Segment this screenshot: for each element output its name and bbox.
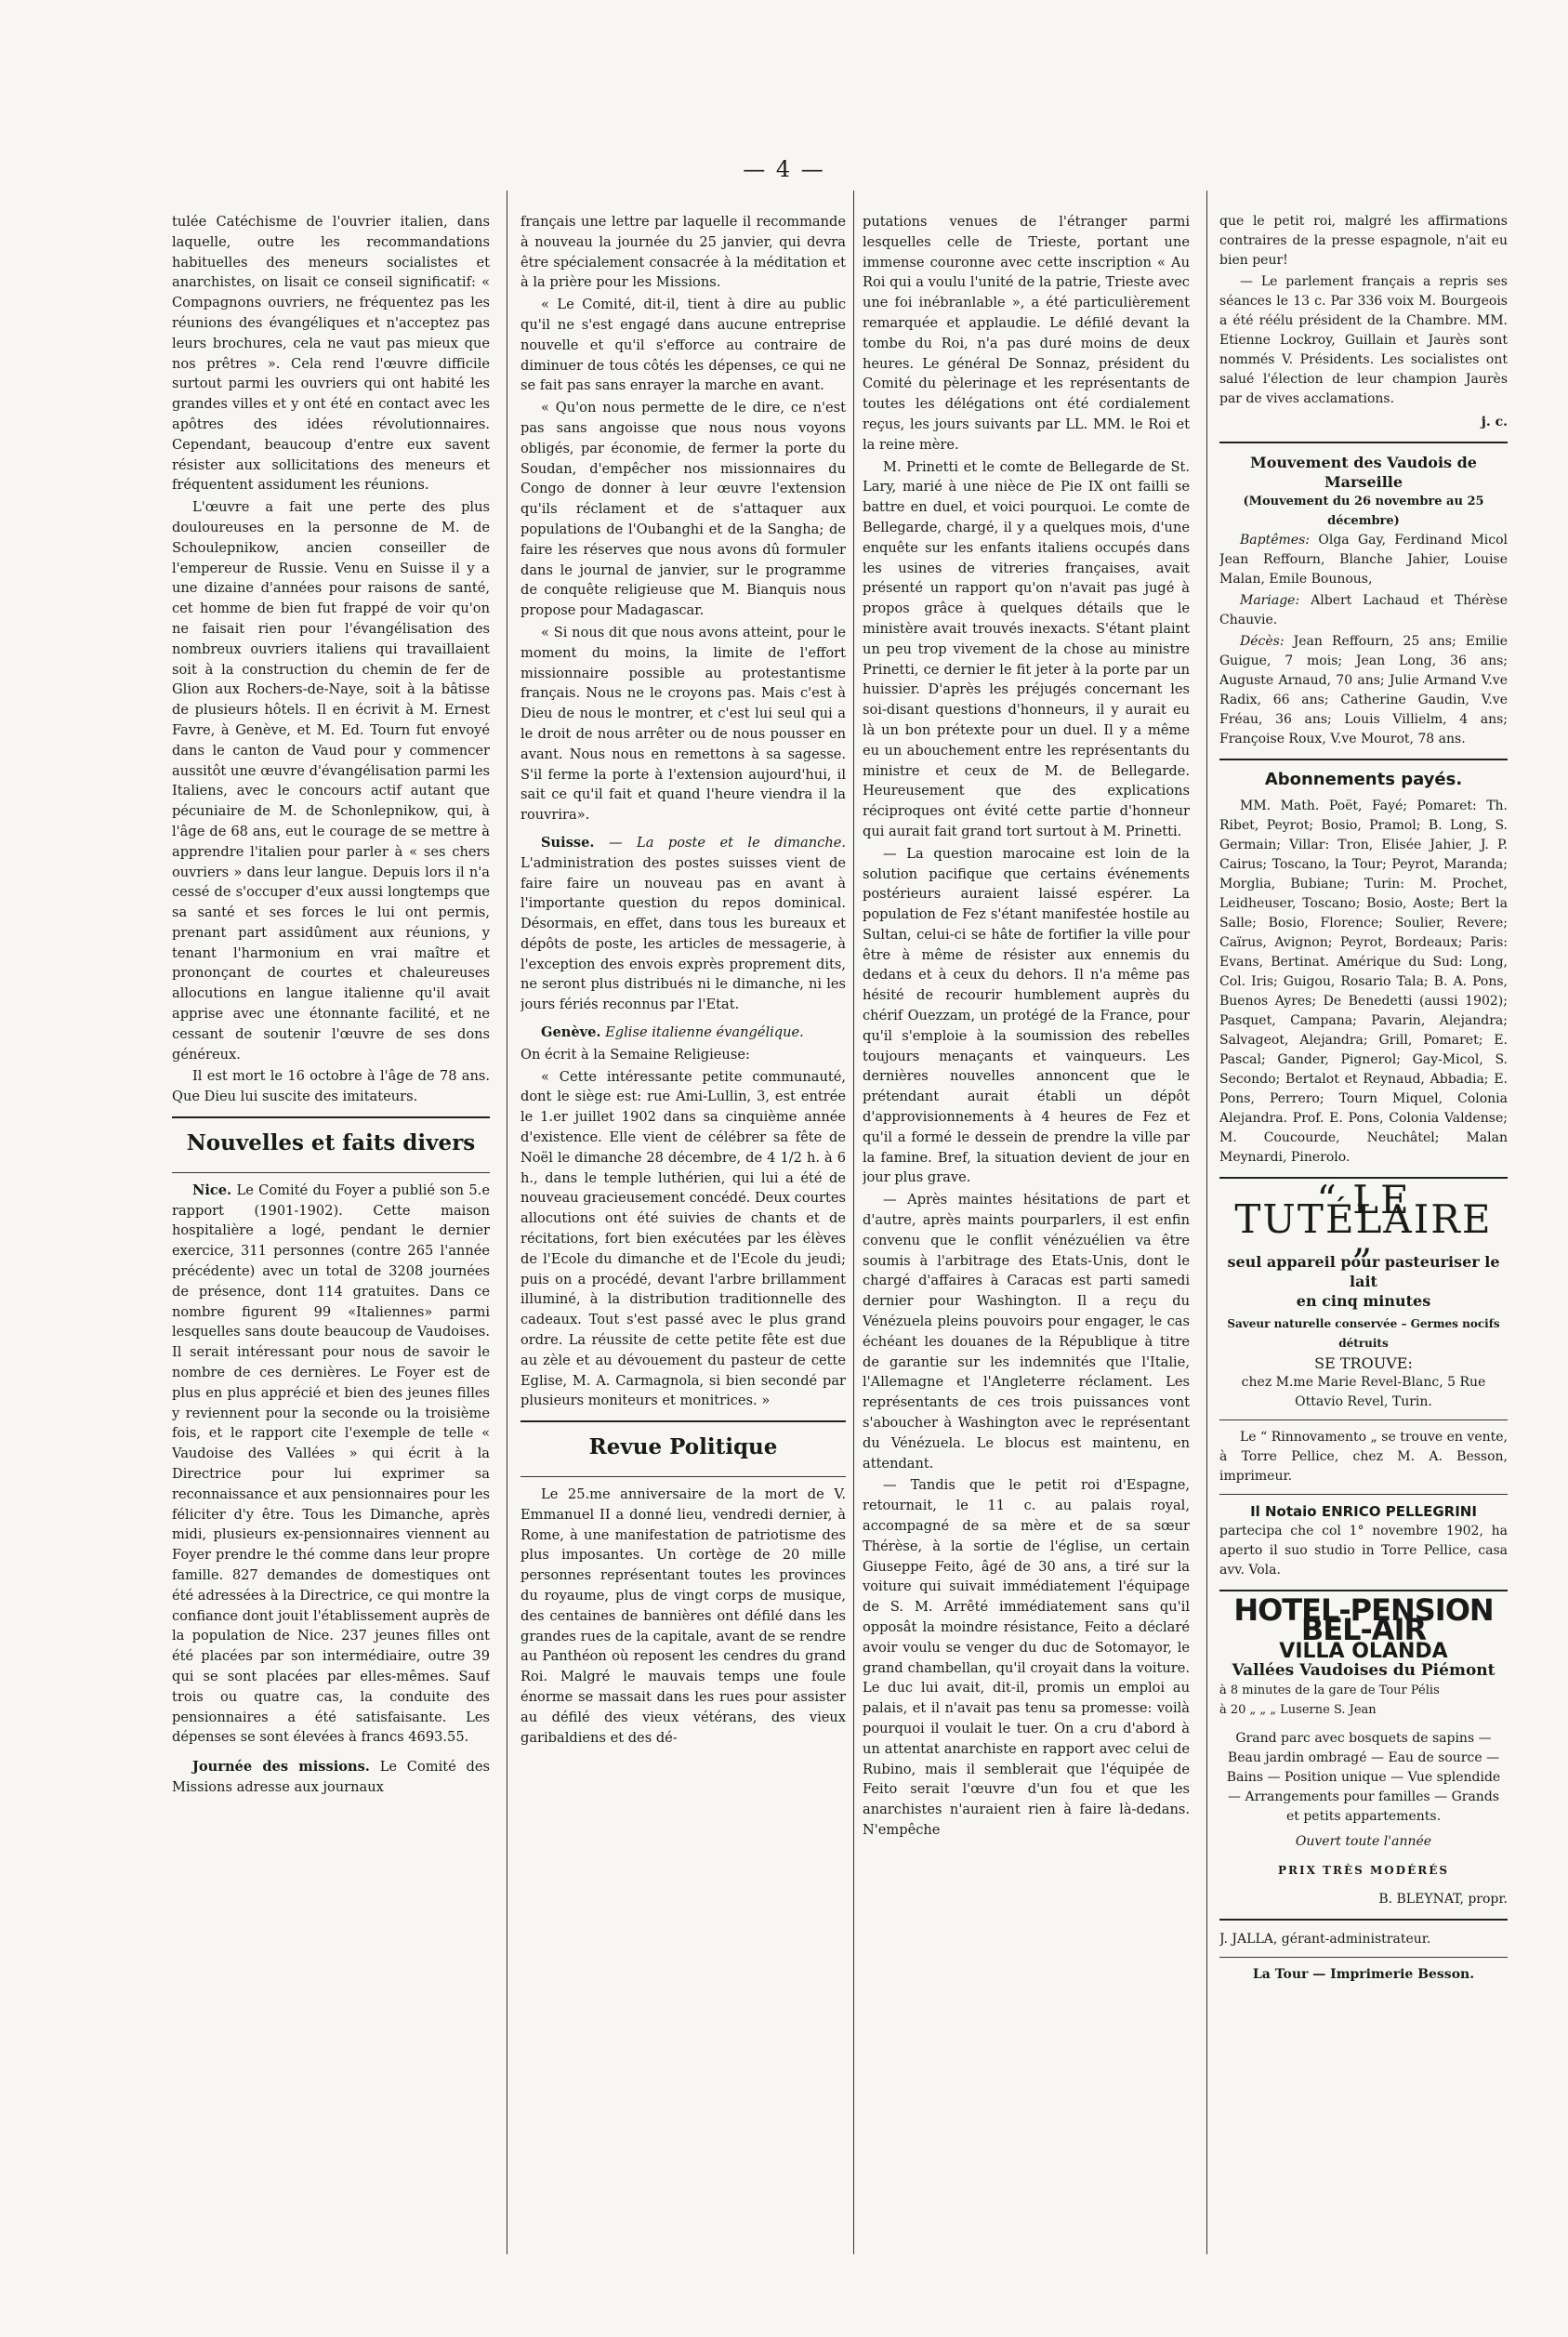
- ad-villa: VILLA OLANDA: [1279, 1640, 1448, 1663]
- article-paragraph: L'administration des postes suisses vient de faire faire un nouveau pas en avant à l'importante question du repos dominical. Désormais, en effet, dans tous les bureaux et dépôts de poste, les articles de messagerie, à l'exception des envois exprès proprement dits, ne seront plus distribués ni le dimanche, ni les jours fériés reconnus par l'Etat.: [520, 854, 846, 1013]
- ad-valle: Vallées Vaudoises du Piémont: [1232, 1661, 1496, 1680]
- gerant-line: J. JALLA, gérant-administrateur.: [1219, 1932, 1431, 1947]
- section-divider: [520, 1420, 846, 1422]
- section-divider: [1219, 759, 1508, 760]
- ad-distance: à 20 „ „ „ Luserne S. Jean: [1219, 1703, 1377, 1717]
- label-mariage: Mariage:: [1240, 593, 1300, 608]
- list-text: Albert Lachaud et Thérèse Chauvie.: [1219, 593, 1508, 627]
- ad-ouvert: Ouvert toute l'année: [1295, 1834, 1432, 1849]
- article-subtitle: Eglise italienne évangélique.: [605, 1024, 804, 1041]
- column-rule-2: [853, 191, 854, 2254]
- ad-title-hotel: HOTEL-PENSION BEL-AIR: [1233, 1592, 1494, 1647]
- dateline-journee: Journée des missions.: [192, 1759, 370, 1776]
- section-subtitle: (Mouvement du 26 novembre au 25 décembre): [1243, 495, 1484, 528]
- column-2: [520, 212, 846, 2238]
- dateline-geneve: Genève.: [541, 1024, 601, 1041]
- label-baptemes: Baptêmes:: [1240, 533, 1310, 548]
- section-divider: [1219, 1494, 1508, 1495]
- article-paragraph: — Le parlement français a repris ses séances le 13 c. Par 336 voix M. Bourgeois a été réélu président de la Chambre. MM. Etienne Lockroy, Guillain et Jaurès sont nommés V. Présidents. Les socialistes ont salué l'élection de leur champion Jaurès par de vives acclamations.: [1219, 274, 1508, 406]
- section-title-revue: Revue Politique: [588, 1434, 778, 1460]
- dateline-suisse: Suisse.: [541, 834, 595, 851]
- section-divider: [1219, 442, 1508, 443]
- article-paragraph: que le petit roi, malgré les affirmations contraires de la presse espagnole, n'ait eu bien peur!: [1219, 214, 1508, 268]
- ad-proprietor: B. BLEYNAT, propr.: [1378, 1892, 1508, 1907]
- article-paragraph: — La question marocaine est loin de la solution pacifique que certains événements postérieurs auraient laissé espérer. La population de Fez s'étant manifestée hostile au Sultan, celui-ci se hâte de fortifier la ville pour être à même de résister aux ennemis du dedans et à ceux du dehors. Il n'a même pas hésité de recourir humblement auprès du chérif Ouezzam, un protégé de la France, pour qu'il s'emploie à la soumission des rebelles toujours menaçants et vainqueurs. Les dernières nouvelles annoncent que le prétendant aurait établi un dépôt d'approvisionnements à 4 heures de Fez et qu'il a formé le dessein de prendre la ville par la famine. Bref, la situation devient de jour en jour plus grave.: [863, 845, 1190, 1186]
- article-paragraph: « Qu'on nous permette de le dire, ce n'est pas sans angoisse que nous nous voyons obligés, par économie, de fermer la porte du Soudan, d'empêcher nos missionnaires du Congo de donner à leur œuvre l'extension qu'ils réclament et de s'attaquer aux populations de l'Oubanghi et de la Sangha; de faire les réserves que nous avons dû formuler dans le journal de janvier, sur le programme de conquête religieuse que M. Bianquis nous propose pour Madagascar.: [520, 400, 846, 619]
- article-paragraph: On écrit à la Semaine Religieuse:: [520, 1046, 750, 1063]
- article-paragraph: — Tandis que le petit roi d'Espagne, retournait, le 11 c. au palais royal, accompagné de sa mère et de sa sœur Thérèse, à la sortie de l'église, un certain Giuseppe Feito, âgé de 30 ans, a tiré sur la voiture qui suivait immédiatement l'équipage de S. M. Arrêté immédiatement sans qu'il opposât la moindre résistance, Feito a déclaré avoir voulu se venger du duc de Sotomayor, le grand chambellan, qu'il croyait dans la voiture. Le duc lui avait, dit-il, promis un emploi au palais, et il n'avait pas tenu sa promesse: voilà pourquoi il voulait le tuer. On a cru d'abord à un attentat anarchiste en rapport avec celui de Rubino, mais il semblerait que l'équipée de Feito serait l'œuvre d'un fou et que les anarchistes n'auraient rien à faire là-dedans. N'empêche: [863, 1477, 1190, 1838]
- ad-prix: PRIX TRÈS MODÉRÉS: [1277, 1864, 1450, 1877]
- column-3: [863, 212, 1190, 2238]
- ad-distance: à 8 minutes de la gare de Tour Pélis: [1219, 1683, 1440, 1697]
- ad-line: chez M.me Marie Revel-Blanc, 5 Rue Ottavio Revel, Turin.: [1241, 1375, 1486, 1409]
- article-paragraph: tulée Catéchisme de l'ouvrier italien, dans laquelle, outre les recommandations habituelles des meneurs socialistes et anarchistes, on lisait ce conseil significatif: « Compagnons ouvriers, ne fréquentez pas les réunions des évangéliques et n'acceptez pas leurs brochures, cela ne vaut pas mieux que nos prêtres ». Cela rend l'œuvre difficile surtout parmi les ouvriers qui ont habité les grandes villes et y ont été en contact avec les apôtres des idées révolutionnaires. Cependant, beaucoup d'entre eux savent résister aux sollicitations des meneurs et fréquentent assidument les réunions.: [172, 214, 490, 494]
- author-signature: j. c.: [1481, 415, 1508, 429]
- article-paragraph: Le 25.me anniversaire de la mort de V. Emmanuel II a donné lieu, vendredi dernier, à Rome, à une manifestation de patriotisme des plus imposantes. Un cortège de 20 mille personnes représentant toutes les provinces du royaume, plus de vingt corps de musique, des centaines de bannières ont défilé dans les grandes rues de la capitale, avant de se rendre au Panthéon où reposent les cendres du grand Roi. Malgré le mauvais temps une foule énorme se massait dans les rues pour assister au défilé des vieux vétérans, des vieux garibaldiens et des dé-: [520, 1486, 846, 1746]
- column-rule-3: [1206, 191, 1207, 2254]
- ad-title-tutelaire: “ LE TUTÉLAIRE „: [1234, 1177, 1493, 1261]
- section-title-abonnements: Abonnements payés.: [1264, 770, 1463, 789]
- section-title-nouvelles: Nouvelles et faits divers: [186, 1130, 476, 1156]
- ad-line: seul appareil pour pasteuriser le lait: [1227, 1253, 1500, 1290]
- section-divider: [172, 1116, 490, 1118]
- article-paragraph: « Cette intéressante petite communauté, dont le siège est: rue Ami-Lullin, 3, est entrée le 1.er juillet 1902 dans sa cinquième année d'existence. Elle vient de célébrer sa fête de Noël le dimanche 28 décembre, de 4 1/2 h. à 6 h., dans le temple luthérien, qui lui a été de nouveau gracieusement concédé. Deux courtes allocutions ont été suivies de chants et de récitations, fort bien exécutées par les élèves de l'Ecole du dimanche et de l'Ecole du jeudi; puis on a procédé, devant l'arbre brillamment illuminé, à la distribution traditionnelle des cadeaux. Tout s'est passé avec le plus grand ordre. La réussite de cette petite fête est due au zèle et au dévouement du pasteur de cette Eglise, M. A. Carmagnola, si bien secondé par plusieurs moniteurs et monitrices. »: [520, 1068, 846, 1409]
- dateline-nice: Nice.: [192, 1182, 232, 1198]
- article-paragraph: « Si nous dit que nous avons atteint, pour le moment du moins, la limite de l'effort missionnaire possible au protestantisme français. Nous ne le croyons pas. Mais c'est à Dieu de nous le montrer, et c'est lui seul qui a le droit de nous arrêter ou de nous pousser en avant. Nous nous en remettons à sa sagesse. S'il ferme la porte à l'extension aujourd'hui, il sait ce qu'il fait et quand l'heure viendra il la rouvrira».: [520, 624, 846, 824]
- ad-line: SE TROUVE:: [1314, 1354, 1413, 1372]
- list-text: MM. Math. Poët, Fayé; Pomaret: Th. Ribet, Peyrot; Bosio, Pramol; B. Long, S. Germain; Villar: Tron, Elisée Jahier, J. P. Cairus; Toscano, la Tour; Peyrot, Maranda; Morglia, Bubiane; Turin: M. Prochet, Leidheuser, Toscano; Bosio, Aoste; Bert la Salle; Bosio, Florence; Soulier, Revere; Caïrus, Avignon; Peyrot, Bordeaux; Paris: Evans, Bertinat. Amérique du Sud: Long, Col. Iris; Guigou, Rosario Tala; B. A. Pons, Buenos Ayres; De Benedetti (aussi 1902); Pasquet, Campana; Pavarin, Alejandra; Salvageot, Alejandra; Grill, Pomaret; E. Pascal; Gander, Pignerol; Gay-Micol, S. Secondo; Bertalot et Reynaud, Abbadia; E. Pons, Perrero; Tourn Miquel, Colonia Alejandra. Prof. E. Pons, Colonia Valdense; M. Coucourde, Neuchâtel; Malan Meynardi, Pinerolo.: [1219, 799, 1508, 1165]
- list-text: Olga Gay, Ferdinand Micol Jean Reffourn, Blanche Jahier, Louise Malan, Emile Bounous,: [1219, 533, 1508, 587]
- article-paragraph: M. Prinetti et le comte de Bellegarde de St. Lary, marié à une nièce de Pie IX ont failli se battre en duel, et voici pourquoi. Le comte de Bellegarde, chargé, il y a quelques mois, d'une enquête sur les enfants italiens occupés dans les usines de vitreries françaises, avait présenté un rapport qu'on n'avait pas jugé à propos grâce à quelques détails que le ministère avait trouvés inexacts. S'étant plaint un peu trop vivement de la chose au ministre Prinetti, ce dernier le fit jeter à la porte par un huissier. D'après les préjugés concernant les soi-disant questions d'honneurs, il y aurait eu là un bon prétexte pour un duel. Il y a même eu un abouchement entre les représentants du ministre et ceux de M. de Bellegarde. Heureusement que des explications réciproques ont évité cette partie d'honneur qui aurait fait grand tort surtout à M. Prinetti.: [863, 458, 1190, 839]
- column-1: [172, 212, 490, 2238]
- page-number: — 4 —: [743, 156, 825, 182]
- article-paragraph: Il est mort le 16 octobre à l'âge de 78 ans. Que Dieu lui suscite des imitateurs.: [172, 1068, 490, 1105]
- list-text: Jean Reffourn, 25 ans; Emilie Guigue, 7 mois; Jean Long, 36 ans; Auguste Arnaud, 70 ans; Julie Armand V.ve Radix, 66 ans; Catherine Gaudin, V.ve Fréau, 36 ans; Louis Villielm, 4 ans; Françoise Roux, V.ve Mourot, 78 ans.: [1219, 634, 1508, 746]
- section-divider: [1219, 1957, 1508, 1958]
- printer-line: La Tour — Imprimerie Besson.: [1252, 1967, 1475, 1982]
- ad-hotel-text: Grand parc avec bosquets de sapins — Beau jardin ombragé — Eau de source — Bains — Position unique — Vue splendide — Arrangements pour familles — Grands et petits appartements.: [1226, 1731, 1501, 1824]
- ad-title-notaio: Il Notaio ENRICO PELLEGRINI: [1250, 1503, 1477, 1520]
- column-4: [1219, 212, 1508, 2238]
- ad-line: Saveur naturelle conservée – Germes nocifs détruits: [1227, 1317, 1500, 1350]
- article-paragraph: « Le Comité, dit-il, tient à dire au public qu'il ne s'est engagé dans aucune entreprise nouvelle et qu'il s'efforce au contraire de diminuer de tous côtés les dépenses, ce qui ne se fait pas sans enrayer la marche en avant.: [520, 297, 846, 394]
- article-paragraph: L'œuvre a fait une perte des plus douloureuses en la personne de M. de Schoulepnikow, ancien conseiller de l'empereur de Russie. Venu en Suisse il y a une dizaine d'années pour raisons de santé, cet homme de bien fut frappé de voir qu'on ne faisait rien pour l'évangélisation des nombreux ouvriers italiens qui travaillaient soit à la construction du chemin de fer de Glion aux Rochers-de-Naye, soit à la bâtisse de plusieurs hôtels. Il en écrivit à M. Ernest Favre, à Genève, et M. Ed. Tourn fut envoyé dans le canton de Vaud pour y commencer aussitôt une œuvre d'évangélisation parmi les Italiens, avec le concours actif autant que pécuniaire de M. de Schonlepnikow, qui, à l'âge de 68 ans, eut le courage de se mettre à apprendre l'italien pour parler à « ses chers ouvriers » dans leur langue. Depuis lors il n'a cessé de s'occuper d'eux aussi longtemps que sa santé et ses forces le lui ont permis, prenant part assidûment aux réunions, y tenant l'harmonium en vrai maître et prononçant de courtes et chaleureuses allocutions en langue italienne qu'il avait apprise avec une étonnante facilité, et ne cessant de soutenir l'œuvre de ses dons généreux.: [172, 499, 490, 1063]
- article-paragraph: Le Comité du Foyer a publié son 5.e rapport (1901-1902). Cette maison hospitalière a logé, pendant le dernier exercice, 311 personnes (contre 265 l'année précédente) avec un total de 3208 journées de présence, dont 114 gratuites. Dans ce nombre figurent 99 «Italiennes» parmi lesquelles sans doute beaucoup de Vaudoises. Il serait intéressant pour nous de savoir le nombre de ces dernières. Le Foyer est de plus en plus apprécié et bien des jeunes filles y reviennent pour la seconde ou la troisième fois, et le rapport cite l'exemple de telle « Vaudoise des Vallées » qui écrit à la Directrice pour lui exprimer sa reconnaissance et aux pensionnaires pour les féliciter d'y être. Tous les Dimanche, après midi, plusieurs ex-pensionnaires viennent au Foyer prendre le thé comme dans leur propre famille. 827 demandes de domestiques ont été adressées à la Directrice, ce qui montre la confiance dont jouit l'établissement auprès de la population de Nice. 237 jeunes filles ont été placées par son intermédiaire, outre 39 qui se sont placées par elles-mêmes. Sauf trois ou quatre cas, la conduite des pensionnaires a été satisfaisante. Les dépenses se sont élevées à francs 4693.55.: [172, 1182, 490, 1746]
- ad-rinnovamento: Le “ Rinnovamento „ se trouve en vente, à Torre Pellice, chez M. A. Besson, imprimeur.: [1219, 1430, 1508, 1484]
- section-divider: [520, 1476, 846, 1477]
- section-title-mouvement: Mouvement des Vaudois de Marseille: [1250, 454, 1477, 491]
- article-paragraph: putations venues de l'étranger parmi lesquelles celle de Trieste, portant une immense couronne avec cette inscription « Au Roi qui a voulu l'unité de la patrie, Trieste avec une foi inébranlable », a été particulièrement remarquée et applaudie. Le défilé devant la tombe du Roi, n'a pas duré moins de deux heures. Le général De Sonnaz, président du Comité du pèlerinage et les représentants de toutes les délégations ont été cordialement reçus, les jours suivants par LL. MM. le Roi et la reine mère.: [863, 214, 1190, 453]
- ad-notaio-text: partecipa che col 1° novembre 1902, ha aperto il suo studio in Torre Pellice, casa avv. Vola.: [1219, 1524, 1508, 1578]
- ad-line: en cinq minutes: [1296, 1292, 1431, 1310]
- article-paragraph: français une lettre par laquelle il recommande à nouveau la journée du 25 janvier, qui devra être spécialement consacrée à la méditation et à la prière pour les Missions.: [520, 214, 846, 291]
- section-divider: [172, 1172, 490, 1173]
- label-deces: Décès:: [1240, 634, 1285, 649]
- section-divider: [1219, 1419, 1508, 1420]
- section-divider: [1219, 1590, 1508, 1591]
- article-paragraph: Le Comité des Missions adresse aux journaux: [172, 1759, 490, 1795]
- article-subtitle: — La poste et le dimanche.: [608, 834, 846, 851]
- section-divider: [1219, 1919, 1508, 1921]
- article-paragraph: — Après maintes hésitations de part et d'autre, après maints pourparlers, il est enfin convenu que le conflit vénézuélien va être soumis à l'arbitrage des Etats-Unis, dont le chargé d'affaires à Caracas est parti samedi dernier pour Washington. Il a reçu du Vénézuela pleins pouvoirs pour engager, le cas échéant les douanes de la République à titre de garantie sur les indemnités que l'Italie, l'Allemagne et l'Angleterre réclament. Les représentants de ces trois puissances vont s'aboucher à Washington avec le représentant du Vénézuela. Le blocus est maintenu, en attendant.: [863, 1192, 1190, 1472]
